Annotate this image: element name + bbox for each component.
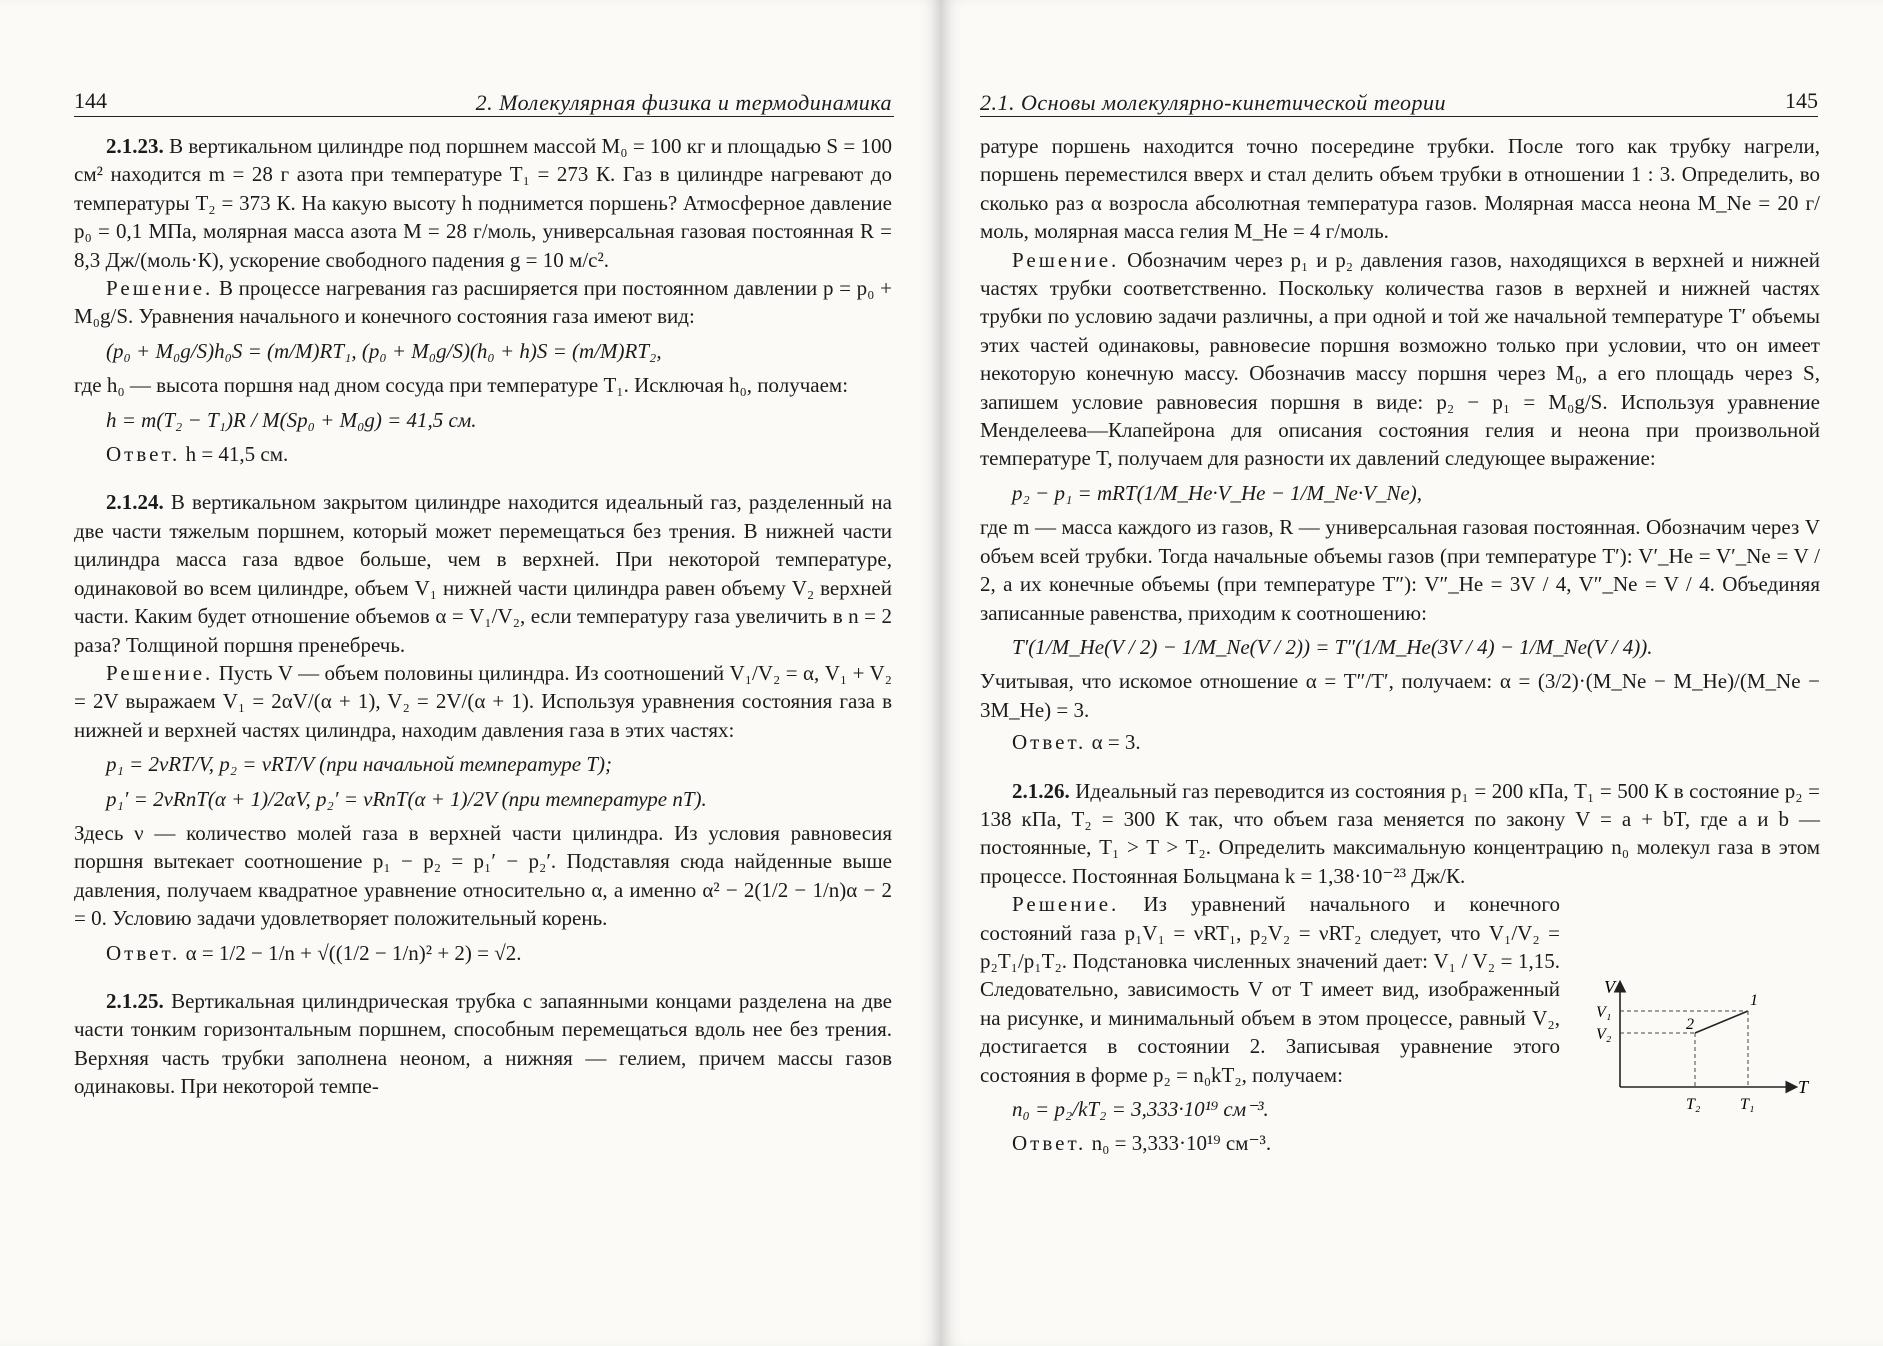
solution-label: Решение. (1012, 247, 1120, 272)
solution (74, 659, 892, 744)
solution-text: где h₀ — высота поршня над дном сосуда при температуре T₁. Исключая h₀, получаем: (74, 373, 849, 398)
solution-text: Обозначим через p₁ и p₂ давления газов, находящихся в верхней и нижней частях трубки соответственно. Поскольку количества газов в верхней и нижней частях трубки по условию задачи различны, а при одной и той же начальной температуре T′ объемы этих частей одинаковы, равновесие поршня возможно только при условии, что он имеет некоторую конечную массу. Обозначив массу поршня через M₀, а его площадь через S, запишем условие равновесия поршня в виде: p₂ − p₁ = M₀g/S. Используя уравнение Менделеева—Клапейрона для описания состояния гелия и неона при произвольной температуре T, получаем для разности их давлений следующее выражение: (980, 247, 1821, 471)
problem-number: 2.1.26. (1012, 778, 1070, 803)
answer-text: α = 1/2 − 1/n + √((1/2 − 1/n)² + 2) = √2. (185, 940, 522, 965)
left-page-header (74, 82, 894, 117)
page-number: 144 (74, 88, 107, 113)
solution (74, 274, 892, 331)
formula: T′(1/M_He(V / 2) − 1/M_Ne(V / 2)) = T″(1/M_He(3V / 4) − 1/M_Ne(V / 4)). (1012, 634, 1653, 659)
solution-label: Решение. (106, 660, 214, 685)
solution-label: Решение. (106, 276, 214, 301)
solution (980, 246, 1820, 473)
solution-text: Учитывая, что искомое отношение α = T″/T′, получаем: α = (3/2)·(M_Ne − M_He)/(M_Ne − 3M_He) = 3. (980, 669, 1820, 722)
problem-number: 2.1.25. (106, 988, 164, 1013)
left-page (0, 0, 941, 1346)
problem-text: В вертикальном закрытом цилиндре находится идеальный газ, разделенный на две части тяжелым поршнем, который может перемещаться без трения. В нижней части цилиндра масса газа вдвое больше, чем в верхней. При некоторой температуре, одинаковой во всем цилиндре, объем V₁ нижней части цилиндра равен объему V₂ верхней части. Каким будет отношение объемов α = V₁/V₂, если температуру газа увеличить в n = 2 раза? Толщиной поршня пренебречь. (74, 490, 892, 657)
answer-label: Ответ. (106, 940, 181, 965)
answer-label: Ответ. (1012, 730, 1087, 755)
solution-label: Решение. (1012, 892, 1120, 917)
axis-label-t: T (1798, 1077, 1809, 1097)
problem-text: В вертикальном цилиндре под поршнем массой M₀ = 100 кг и площадью S = 100 см² находится m = 28 г азота при температуре T₁ = 273 К. Газ в цилиндре нагревают до температуры T₂ = 373 К. На какую высоту h поднимется поршень? Атмосферное давление p₀ = 0,1 МПа, молярная масса азота M = 28 г/моль, универсальная газовая постоянная R = 8,3 Дж/(моль·К), ускорение свободного падения g = 10 м/с². (74, 134, 893, 272)
problem-statement (980, 777, 1820, 891)
answer-label: Ответ. (106, 442, 181, 467)
problem-number: 2.1.24. (106, 490, 164, 515)
problem-statement (74, 987, 892, 1101)
solution-text: Пусть V — объем половины цилиндра. Из соотношений V₁/V₂ = α, V₁ + V₂ = 2V выражаем V₁ = 2αV/(α + 1), V₂ = 2V/(α + 1). Используя уравнения состояния газа в нижней и верхней частях цилиндра, находим давления газа в этих частях: (74, 660, 893, 742)
problem-statement (74, 132, 892, 274)
process-line (1695, 1011, 1748, 1033)
formula: (p₀ + M₀g/S)h₀S = (m/M)RT₁, (p₀ + M₀g/S)(h₀ + h)S = (m/M)RT₂, (106, 338, 662, 363)
answer (980, 1129, 1820, 1157)
left-page-text (74, 132, 892, 1101)
problem-statement-continued: ратуре поршень находится точно посередине трубки. После того как трубку нагрели, поршень переместился вверх и стал делить объем трубки в отношении 1 : 3. Определить, во сколько раз α возросла абсолютная температура газов. Молярная масса неона M_Ne = 20 г/моль, молярная масса гелия M_He = 4 г/моль. (980, 134, 1820, 244)
point-2-label: 2 (1686, 1016, 1694, 1033)
answer-text: α = 3. (1091, 730, 1141, 755)
running-title: 2. Молекулярная физика и термодинамика (475, 90, 892, 115)
formula: p₁′ = 2νRnT(α + 1)/2αV, p₂′ = νRnT(α + 1)/2V (при температуре nT). (106, 786, 707, 811)
formula: p₂ − p₁ = mRT(1/M_He·V_He − 1/M_Ne·V_Ne), (1012, 480, 1422, 505)
label-t2: T₂ (1686, 1096, 1701, 1113)
solution-text: В процессе нагревания газ расширяется при постоянном давлении p = p₀ + M₀g/S. Уравнения начального и конечного состояния газа имеют вид: (74, 276, 893, 329)
label-t1: T₁ (1740, 1096, 1755, 1113)
formula: p₁ = 2νRT/V, p₂ = νRT/V (при начальной температуре T); (106, 752, 612, 777)
page-number: 145 (1785, 88, 1818, 113)
answer (74, 440, 892, 468)
solution-text: Из уравнений начального и конечного состояний газа p₁V₁ = νRT₁, p₂V₂ = νRT₂ следует, что V₁/V₂ = p₂T₁/p₁T₂. Подстановка численных значений дает: V₁ / V₂ = 1,15. Следовательно, зависимость V от T имеет вид, изображенный на рисунке, и минимальный объем в этом процессе, равный V₂, достигается в состоянии 2. Записывая уравнение этого состояния в форме p₂ = n₀kT₂, получаем: (980, 892, 1560, 1087)
formula: h = m(T₂ − T₁)R / M(Sp₀ + M₀g) = 41,5 см. (106, 407, 477, 432)
right-page-header (980, 82, 1818, 117)
solution-text: Здесь ν — количество молей газа в верхней части цилиндра. Из условия равновесия поршня вытекает соотношение p₁ − p₂ = p₁′ − p₂′. Подставляя сюда найденные выше давления, получаем квадратное уравнение относительно α, а именно α² − 2(1/2 − 1/n)α − 2 = 0. Условию задачи удовлетворяет положительный корень. (74, 820, 892, 931)
solution (980, 890, 1560, 1089)
point-1-label: 1 (1750, 992, 1758, 1009)
problem-text: Вертикальная цилиндрическая трубка с запаянными концами разделена на две части тонким горизонтальным поршнем, способным перемещаться вдоль нее без трения. Верхняя часть трубки заполнена неоном, а нижняя — гелием, причем массы газов одинаковы. При некоторой темпе- (74, 988, 893, 1099)
problem-number: 2.1.23. (106, 134, 164, 158)
v-t-graph (1590, 975, 1820, 1115)
formula: n₀ = p₂/kT₂ = 3,333·10¹⁹ см⁻³. (1012, 1097, 1269, 1121)
answer-label: Ответ. (1012, 1131, 1087, 1156)
answer-text: n₀ = 3,333·10¹⁹ см⁻³. (1091, 1131, 1272, 1156)
answer (74, 939, 892, 967)
label-v2: V₂ (1596, 1026, 1612, 1043)
problem-text: Идеальный газ переводится из состояния p₁ = 200 кПа, T₁ = 500 К в состояние p₂ = 138 кПа, T₂ = 300 К так, что объем газа меняется по закону V = a + bT, где a и b — постоянные, T₁ > T > T₂. Определить максимальную концентрацию n₀ молекул газа в этом процессе. Постоянная Больцмана k = 1,38·10⁻²³ Дж/К. (980, 778, 1820, 888)
solution-text: где m — масса каждого из газов, R — универсальная газовая постоянная. Обозначим через V объем всей трубки. Тогда начальные объемы газов (при температуре T′): V′_He = V′_Ne = V / 2, а их конечные объемы (при температуре T″): V″_He = 3V / 4, V″_Ne = V / 4. Объединяя записанные равенства, приходим к соотношению: (980, 515, 1820, 625)
axis-label-v: V (1604, 977, 1615, 997)
label-v1: V₁ (1596, 1004, 1612, 1021)
answer (980, 728, 1820, 756)
problem-statement (74, 488, 892, 658)
running-title: 2.1. Основы молекулярно-кинетической теории (980, 90, 1447, 115)
answer-text: h = 41,5 см. (185, 442, 289, 467)
